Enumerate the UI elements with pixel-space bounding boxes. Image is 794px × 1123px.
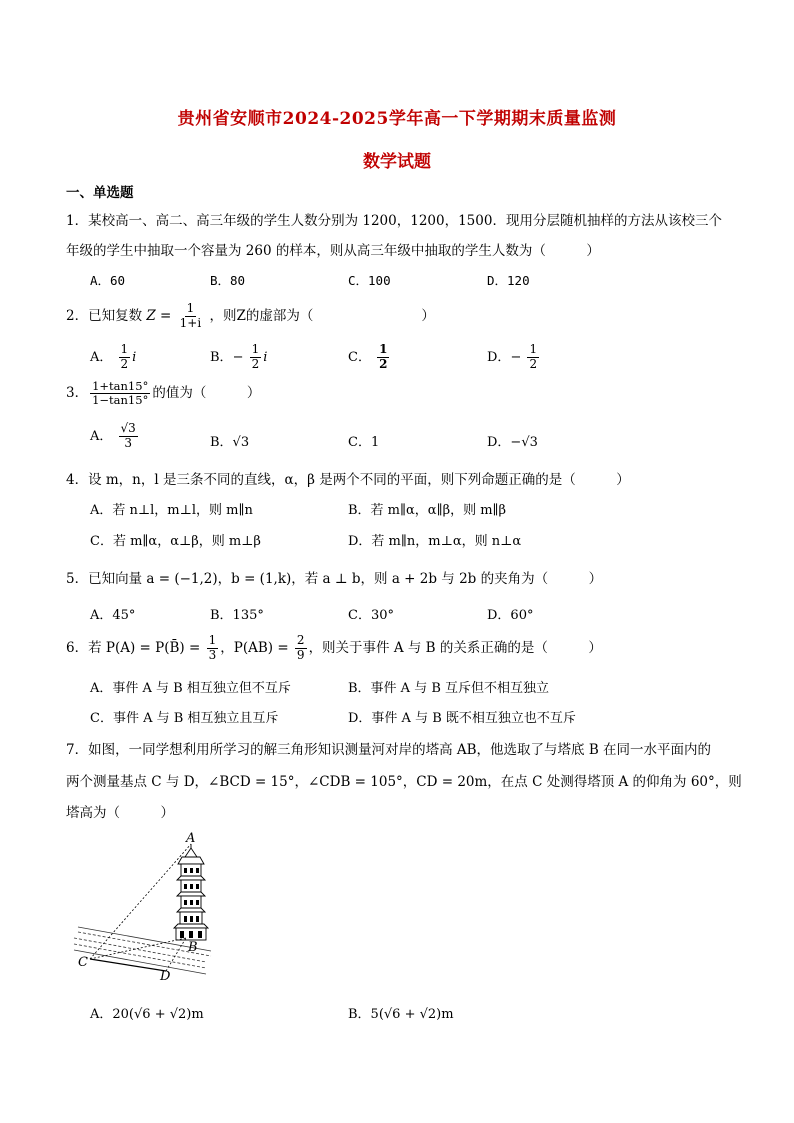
q2-a-frac — [119, 343, 131, 372]
q3-option-d: D．−√3 — [487, 435, 538, 450]
q2-b-tail: i — [263, 349, 268, 365]
q1-option-b: B．80 — [210, 273, 246, 288]
fig-label-c: C — [78, 955, 88, 970]
q5-option-a: A．45° — [90, 608, 136, 623]
q2-c-frac — [377, 343, 389, 372]
exam-title: 贵州省安顺市2024-2025学年高一下学期期末质量监测 — [177, 109, 617, 129]
q2-d-frac — [527, 343, 539, 372]
q3-frac-num: 1+tan15° — [92, 379, 149, 393]
q2-option-a — [90, 343, 136, 372]
q2-b-den: 2 — [251, 356, 260, 371]
q1-option-d: D．120 — [487, 273, 530, 288]
q3-option-a — [90, 422, 140, 451]
q6-option-d: D．事件 A 与 B 既不相互独立也不互斥 — [348, 711, 576, 726]
q3-option-c: C．1 — [348, 435, 380, 450]
q7-option-b: B．5(√6 + √2)m — [348, 1007, 454, 1022]
q5-option-c: C．30° — [348, 608, 394, 623]
q6-pre: 6．若 P(A) = P(B̄) = — [66, 639, 201, 656]
q5-stem: 5．已知向量 a = (−1,2)，b = (1,k)，若 a ⊥ b，则 a + 2b 与 2b 的夹角为（ ） — [66, 571, 603, 587]
q6-f2-den: 9 — [296, 647, 305, 662]
q3-a-num: √3 — [120, 421, 136, 435]
q2-d-label: D． — [487, 349, 511, 365]
q2-frac-num: 1 — [186, 301, 195, 315]
q5-option-b: B．135° — [210, 608, 264, 623]
q4-option-c: C．若 m∥α，α⊥β，则 m⊥β — [90, 534, 261, 549]
q6-f1-num: 1 — [208, 633, 217, 647]
q2-frac-den: 1+i — [179, 315, 202, 330]
q2-stem — [66, 302, 435, 331]
q2-b-sign: − — [232, 349, 244, 365]
q6-f2-num: 2 — [296, 633, 305, 647]
q6-f1-den: 3 — [208, 647, 217, 662]
q7-line1: 7．如图，一同学想利用所学习的解三角形知识测量河对岸的塔高 AB，他选取了与塔底 B 在同一水平面内的 — [66, 742, 712, 758]
fig-label-a: A — [186, 831, 196, 846]
q2-c-den: 2 — [379, 356, 388, 371]
q2-option-d — [487, 343, 541, 372]
q2-fraction — [178, 302, 204, 331]
q6-stem — [66, 634, 602, 663]
q2-a-tail: i — [132, 349, 137, 365]
section-heading: 一、单选题 — [66, 185, 134, 201]
q6-option-b: B．事件 A 与 B 互斥但不相互独立 — [348, 681, 550, 696]
q3-a-frac — [119, 422, 138, 451]
q2-c-num: 1 — [379, 342, 388, 356]
q7-line3: 塔高为（ ） — [66, 805, 174, 821]
q2-pre: 2．已知复数 — [66, 307, 143, 324]
q3-post: 的值为（ ） — [152, 385, 261, 402]
q6-post: ，则关于事件 A 与 B 的关系正确的是（ ） — [308, 639, 602, 656]
q2-post: ，则Z的虚部为（ ） — [209, 307, 435, 324]
q2-z: Z = — [146, 307, 172, 324]
q1-option-a: A．60 — [90, 273, 126, 288]
q6-option-c: C．事件 A 与 B 相互独立且互斥 — [90, 711, 279, 726]
q7-line2: 两个测量基点 C 与 D，∠BCD = 15°，∠CDB = 105°，CD = 20m，在点 C 处测得塔顶 A 的仰角为 60°，则 — [66, 774, 742, 790]
q2-d-num: 1 — [529, 342, 538, 356]
q3-pre: 3． — [66, 385, 89, 402]
q5-option-d: D．60° — [487, 608, 534, 623]
q3-a-label: A． — [90, 428, 113, 444]
exam-subtitle: 数学试题 — [363, 152, 431, 172]
q2-b-label: B． — [210, 349, 233, 365]
q4-stem: 4．设 m，n，l 是三条不同的直线，α，β 是两个不同的平面，则下列命题正确的是（ ） — [66, 472, 630, 488]
q3-option-b: B．√3 — [210, 435, 250, 450]
q2-a-num: 1 — [120, 342, 129, 356]
q2-a-den: 2 — [120, 356, 129, 371]
q2-b-frac — [250, 343, 262, 372]
q2-b-num: 1 — [251, 342, 260, 356]
q6-option-a: A．事件 A 与 B 相互独立但不互斥 — [90, 681, 291, 696]
q7-option-a: A．20(√6 + √2)m — [90, 1007, 204, 1022]
q4-option-a: A．若 n⊥l，m⊥l，则 m∥n — [90, 503, 253, 518]
q3-fraction — [90, 380, 150, 407]
q1-option-c: C．100 — [348, 273, 391, 288]
q4-option-b: B．若 m∥α，α∥β，则 m∥β — [348, 503, 507, 518]
q3-stem — [66, 380, 260, 407]
fig-label-b: B — [188, 940, 198, 955]
q4-option-d: D．若 m∥n，m⊥α，则 n⊥α — [348, 534, 522, 549]
q6-frac1 — [207, 634, 219, 663]
q3-frac-den: 1−tan15° — [92, 393, 149, 408]
q3-a-den: 3 — [124, 435, 132, 450]
q2-d-den: 2 — [529, 356, 538, 371]
q6-mid: ，P(AB) = — [220, 639, 289, 656]
q1-line1: 1．某校高一、高二、高三年级的学生人数分别为 1200，1200，1500．现用分层随机抽样的方法从该校三个 — [66, 213, 722, 229]
q2-c-label: C． — [348, 349, 371, 365]
tower-figure — [66, 830, 226, 980]
fig-label-d: D — [160, 969, 171, 980]
q2-option-b — [210, 343, 267, 372]
q2-option-c — [348, 343, 391, 372]
q1-line2: 年级的学生中抽取一个容量为 260 的样本，则从高三年级中抽取的学生人数为（ ） — [66, 243, 600, 259]
q6-frac2 — [295, 634, 307, 663]
q2-d-sign: − — [510, 349, 522, 365]
q2-a-label: A． — [90, 349, 113, 365]
